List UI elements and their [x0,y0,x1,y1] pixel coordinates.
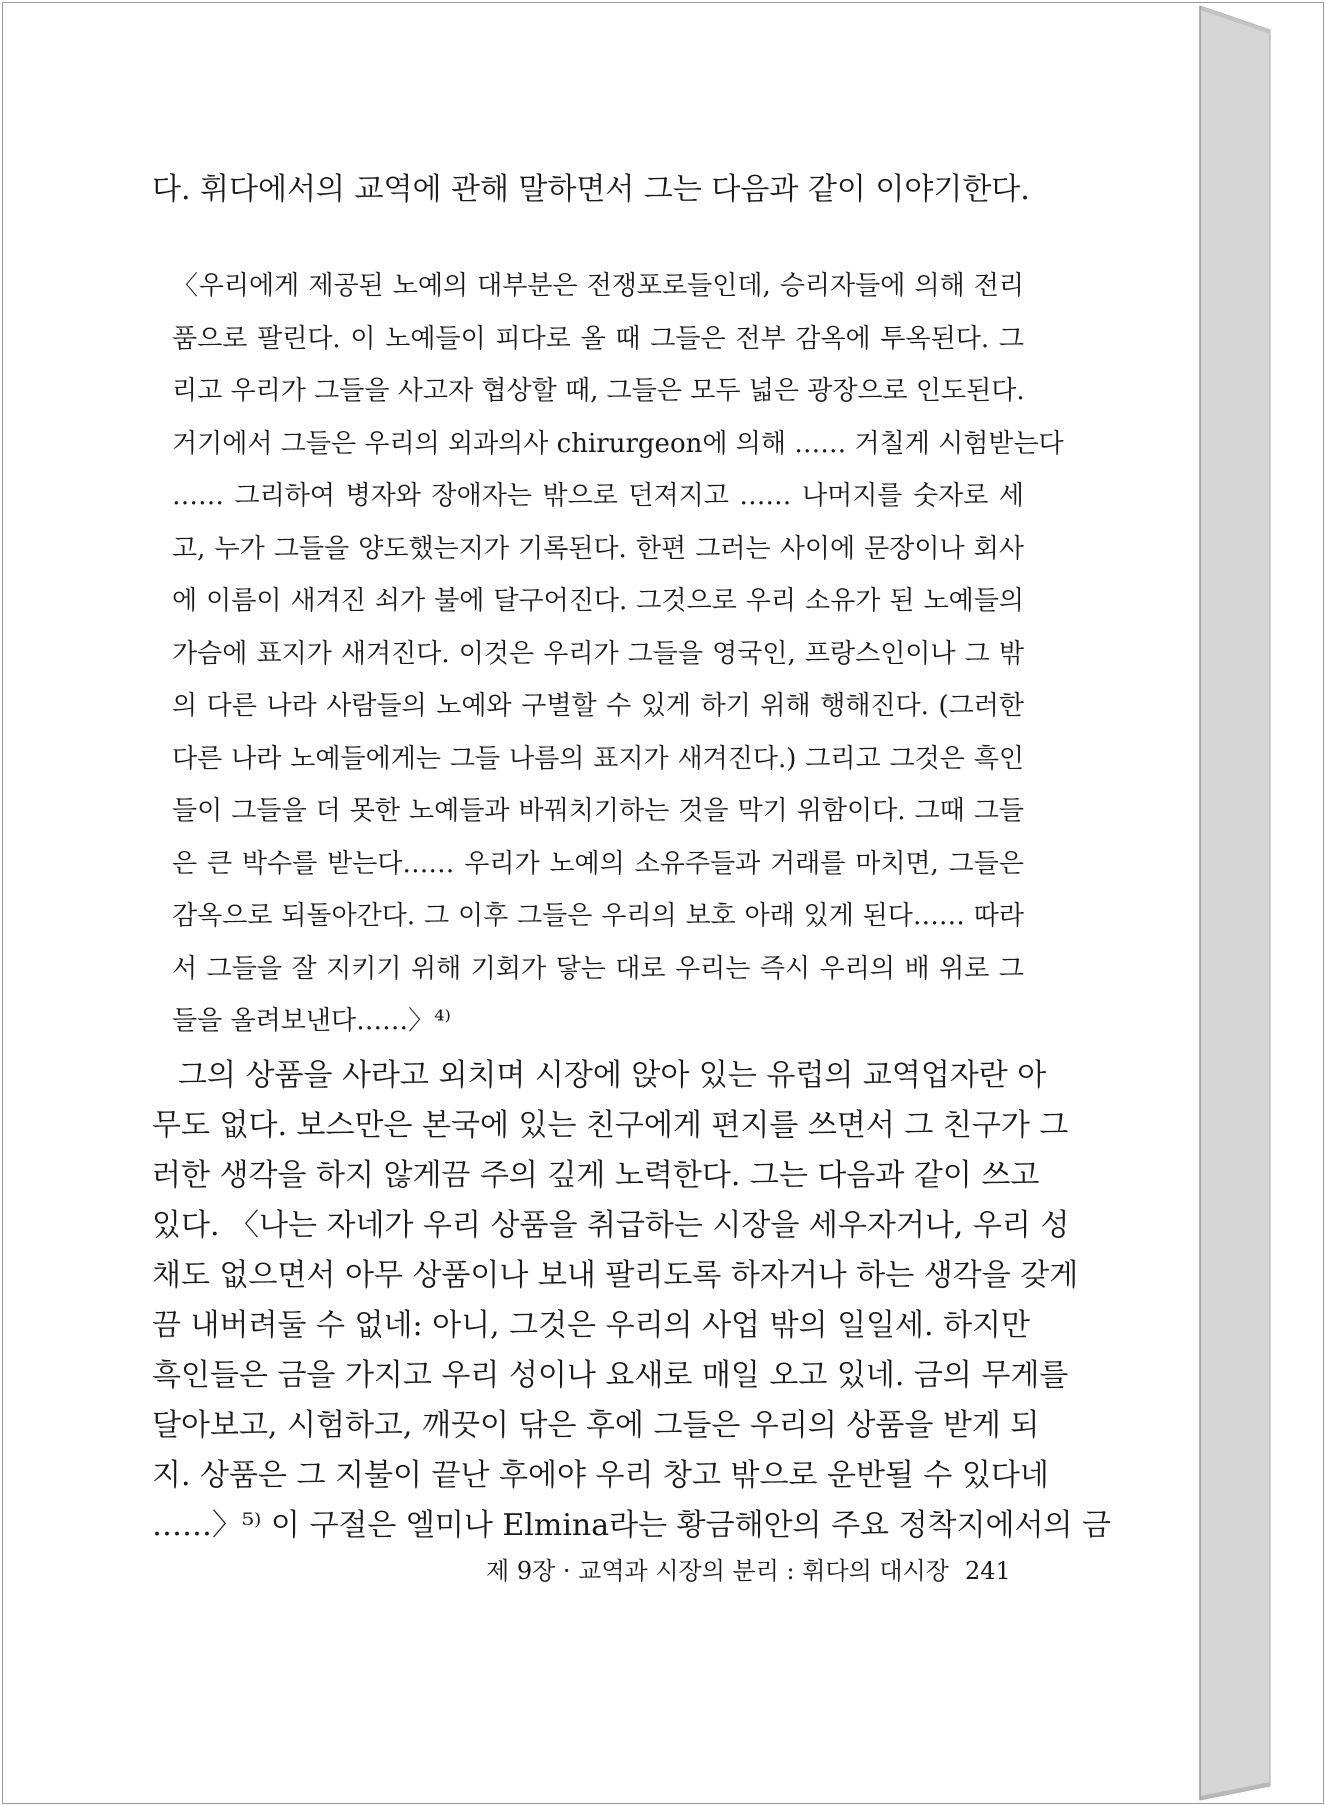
quote-line: 〈우리에게 제공된 노예의 대부분은 전쟁포로들인데, 승리자들에 의해 전리 [172,271,1024,301]
body-line: 지. 상품은 그 지불이 끝난 후에야 우리 창고 밖으로 운반될 수 있다네 [152,1458,1049,1493]
body-line: 채도 없으면서 아무 상품이나 보내 팔리도록 하자거나 하는 생각을 갖게 [152,1258,1079,1293]
page-number: 241 [964,1557,1011,1585]
chapter-title: 제 9장 · 교역과 시장의 분리 : 휘다의 대시장 [486,1557,949,1585]
quote-line: 고, 누가 그들을 양도했는지가 기록된다. 한편 그러는 사이에 문장이나 회사 [172,534,1024,564]
quote-line: 거기에서 그들은 우리의 외과의사 chirurgeon에 의해 …… 거칠게 시험받는다 [172,429,1064,459]
body-line: 끔 내버려둘 수 없네: 아니, 그것은 우리의 사업 밖의 일일세. 하지만 [152,1308,1031,1343]
quote-line: 들이 그들을 더 못한 노예들과 바꿔치기하는 것을 막기 위함이다. 그때 그들 [172,796,1024,826]
body-line: 달아보고, 시험하고, 깨끗이 닦은 후에 그들은 우리의 상품을 받게 되 [152,1408,1040,1443]
quote-line: 들을 올려보낸다……〉⁴⁾ [172,1006,451,1036]
body-line: ……〉⁵⁾ 이 구절은 엘미나 Elmina라는 황금해안의 주요 정착지에서의 금 [152,1508,1111,1543]
quote-line: 다른 나라 노예들에게는 그들 나름의 표지가 새겨진다.) 그리고 그것은 흑인 [172,744,1024,774]
body-line: 흑인들은 금을 가지고 우리 성이나 요새로 매일 오고 있네. 금의 무게를 [152,1358,1069,1393]
quote-line: 의 다른 나라 사람들의 노예와 구별할 수 있게 하기 위해 행해진다. (그러한 [172,691,1024,721]
body-line: 그의 상품을 사라고 외치며 시장에 앉아 있는 유럽의 교역업자란 아 [178,1058,1047,1093]
running-footer [486,1556,1011,1586]
intro-line: 다. 휘다에서의 교역에 관해 말하면서 그는 다음과 같이 이야기한다. [152,172,1030,207]
quote-line: 품으로 팔린다. 이 노예들이 피다로 올 때 그들은 전부 감옥에 투옥된다. 그 [172,324,1024,354]
body-line: 러한 생각을 하지 않게끔 주의 깊게 노력한다. 그는 다음과 같이 쓰고 [152,1158,1040,1193]
quote-line: …… 그리하여 병자와 장애자는 밖으로 던져지고 …… 나머지를 숫자로 세 [172,481,1024,511]
quote-line: 에 이름이 새겨진 쇠가 불에 달구어진다. 그것으로 우리 소유가 된 노예들의 [172,586,1024,616]
quote-line: 가슴에 표지가 새겨진다. 이것은 우리가 그들을 영국인, 프랑스인이나 그 밖 [172,639,1024,669]
body-line: 있다. 〈나는 자네가 우리 상품을 취급하는 시장을 세우자거나, 우리 성 [152,1208,1070,1243]
body-line: 무도 없다. 보스만은 본국에 있는 친구에게 편지를 쓰면서 그 친구가 그 [152,1108,1069,1143]
quote-line: 은 큰 박수를 받는다…… 우리가 노예의 소유주들과 거래를 마치면, 그들은 [172,849,1024,879]
book-edge-side [1200,6,1270,1800]
quote-line: 서 그들을 잘 지키기 위해 기회가 닿는 대로 우리는 즉시 우리의 배 위로 그 [172,954,1024,984]
quote-line: 리고 우리가 그들을 사고자 협상할 때, 그들은 모두 넓은 광장으로 인도된다. [172,376,1025,406]
quote-line: 감옥으로 되돌아간다. 그 이후 그들은 우리의 보호 아래 있게 된다…… 따라 [172,901,1024,931]
